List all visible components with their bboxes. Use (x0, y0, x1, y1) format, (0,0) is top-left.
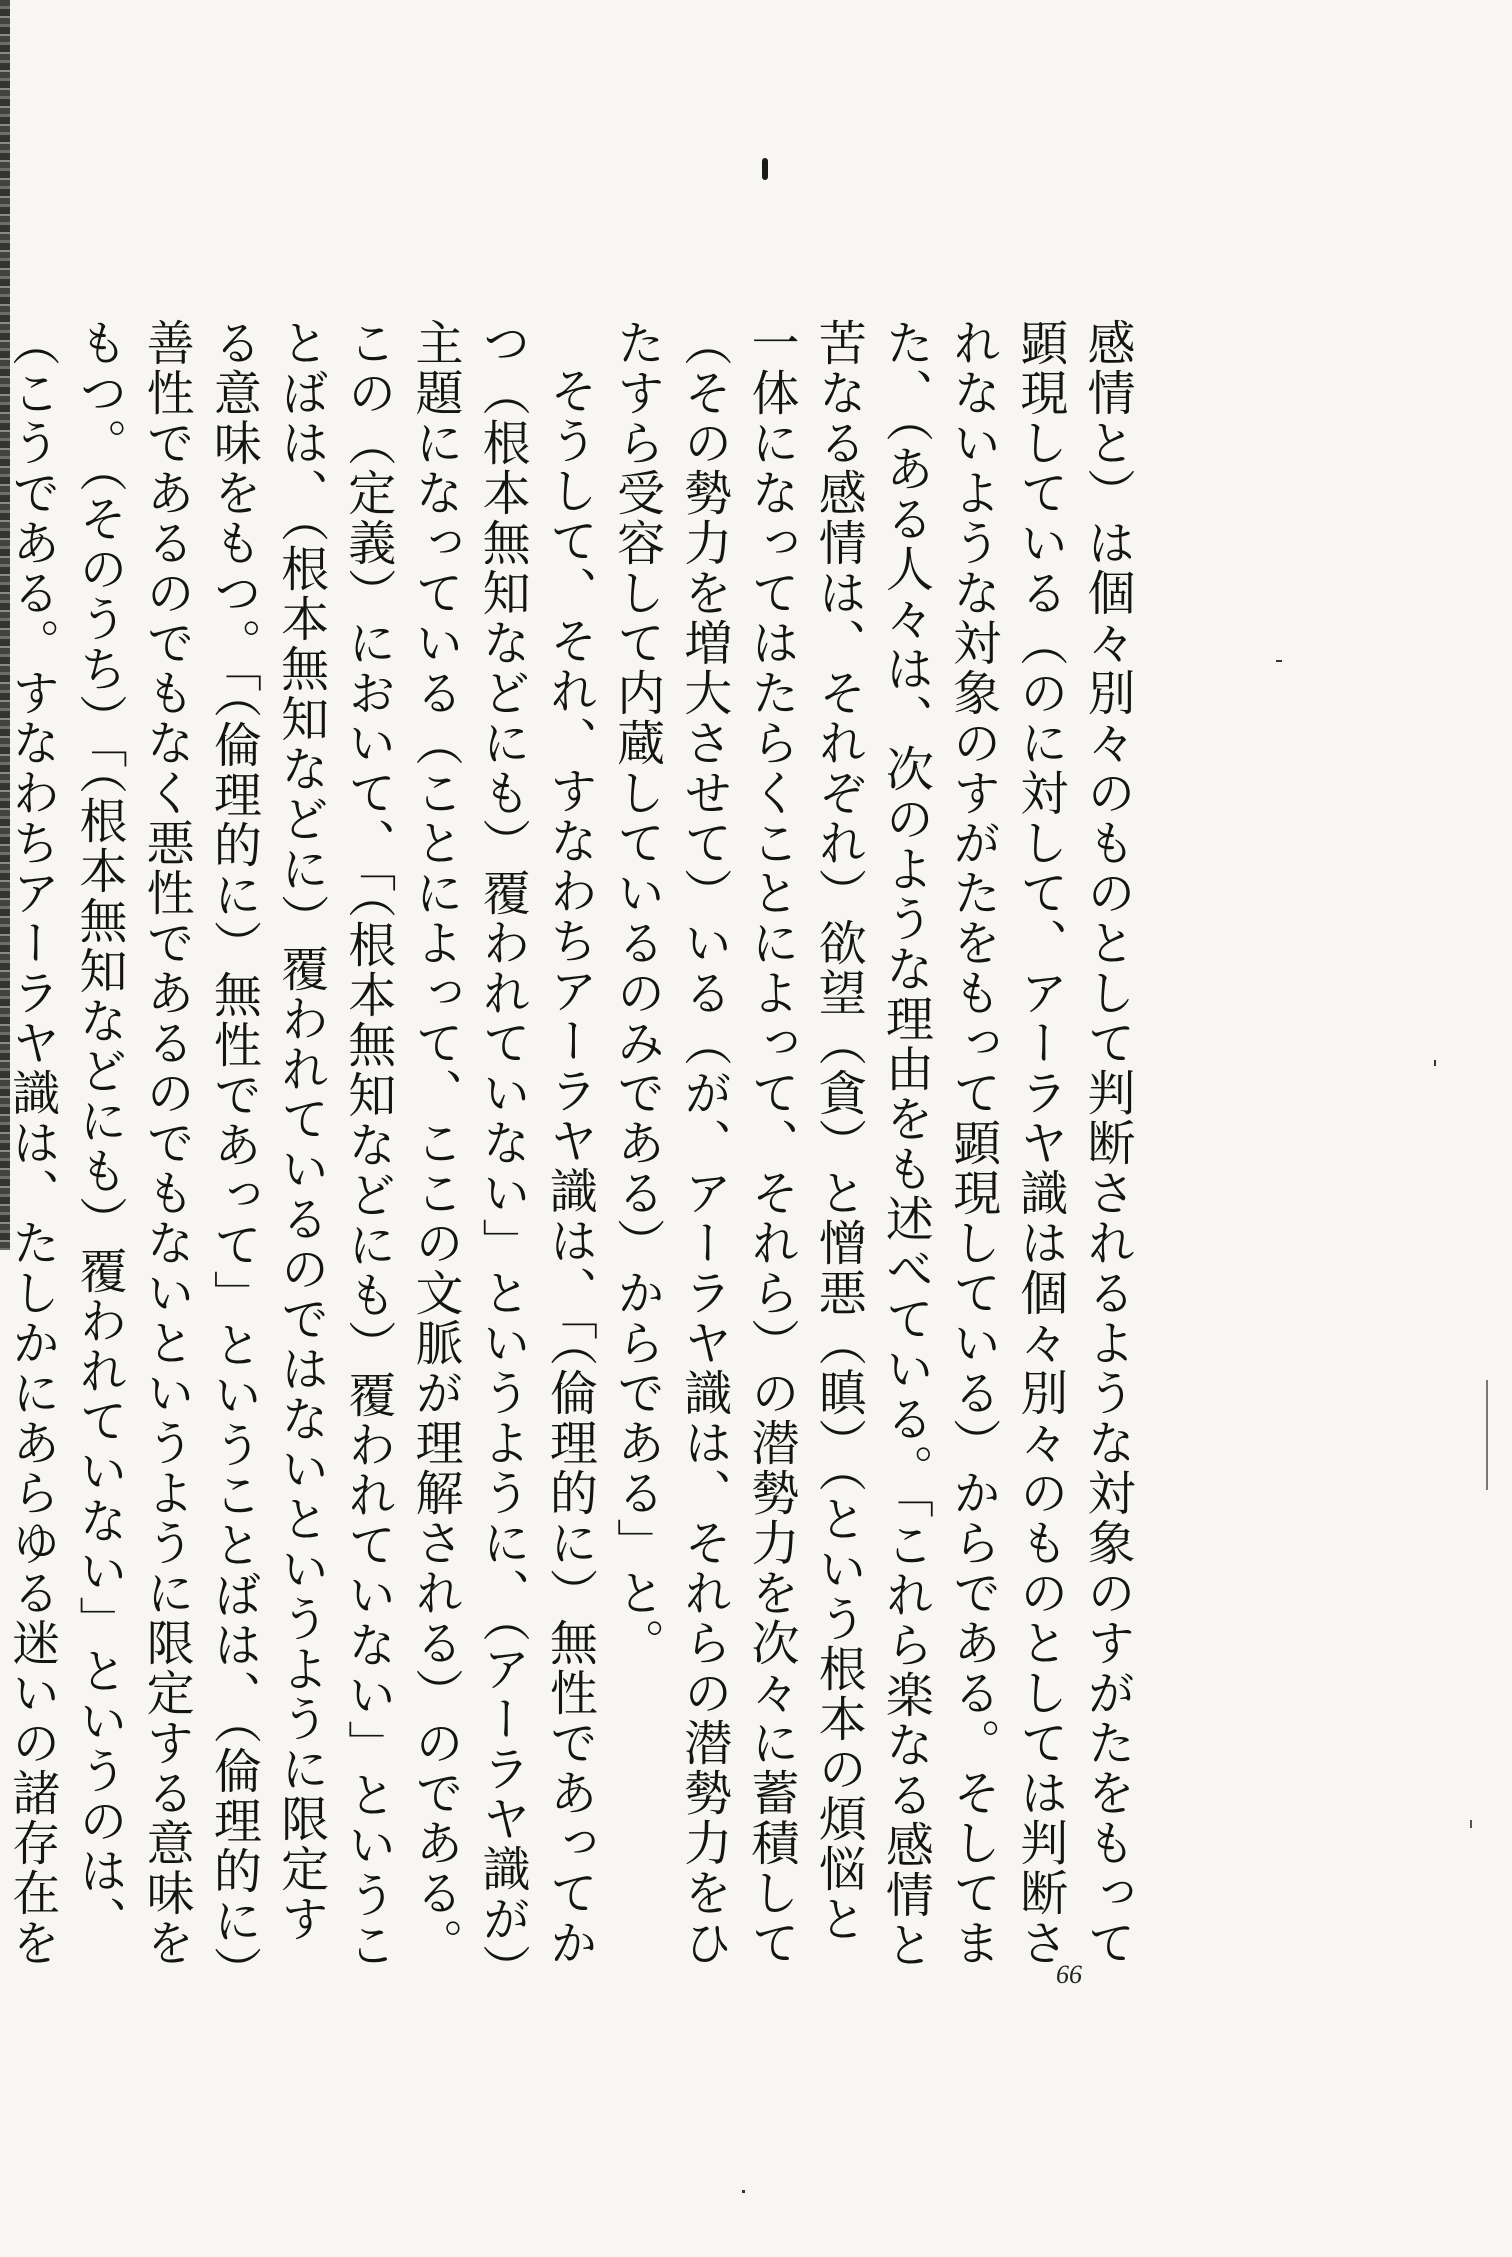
paragraph: 感情と）は個々別々のものとして判断されるような対象のすがたをもって顕現している（のに対して、アーラヤ識は個々別々のものとしては判断されないような対象のすがたをもって顕現している）からである。そしてまた、（ある人々は、次のような理由をも述べている。「これら楽なる感情と苦なる感情は、それぞれ）欲望（貪）と憎悪（瞋）（という根本の煩悩と一体になってはたらくことによって、それら）の潜勢力を次々に蓄積して（その勢力を増大させて）いる（が、アーラヤ識は、それらの潜勢力をひたすら受容して内蔵しているのみである）からである」と。 (608, 318, 1135, 1970)
scan-edge-line (1470, 1820, 1472, 1828)
page-number: 66 (1056, 1960, 1082, 1989)
scan-speck (1434, 1060, 1436, 1066)
vertical-text-body (3, 318, 1140, 1988)
scan-speck (1276, 660, 1282, 662)
ink-mark (762, 158, 768, 180)
paragraph: そうして、それ、すなわちアーラヤ識は、「（倫理的に）無性であってかつ（根本無知などにも）覆われていない」というように、（アーラヤ識が）主題になっている（ことによって、ここの文脈が理解される）のである。この（定義）において、「（根本無知などにも）覆われていない」ということばは、（根本無知などに）覆われているのではないというように限定する意味をもつ。「（倫理的に）無性であって」ということばは、（倫理的に）善性であるのでもなく悪性であるのでもないというように限定する意味をもつ。（そのうち）「（根本無知などにも）覆われていない」というのは、（こうである。すなわちアーラヤ識は、たしかにあらゆる迷いの諸存在を (3, 318, 598, 1972)
scan-edge-line (1486, 1380, 1488, 1490)
scan-speck (742, 2190, 745, 2193)
